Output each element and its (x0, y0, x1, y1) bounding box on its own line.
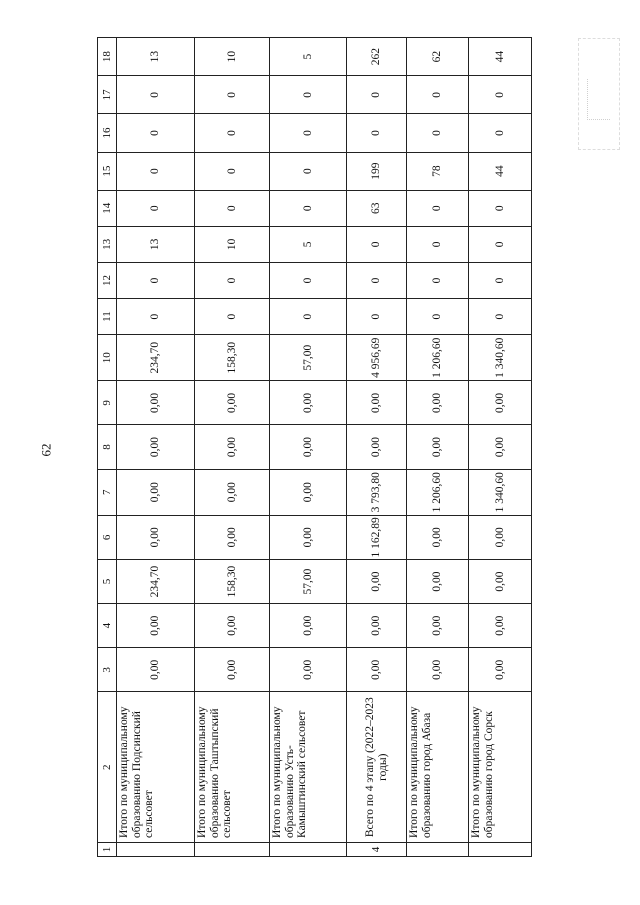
column-number: 10 (98, 335, 117, 381)
value-cell: 0,00 (407, 425, 469, 469)
column-number: 8 (98, 425, 117, 469)
column-number: 17 (98, 76, 117, 114)
column-number: 13 (98, 226, 117, 262)
table-row (195, 38, 270, 857)
value-cell: 0,00 (195, 381, 270, 425)
value-cell: 0 (270, 76, 347, 114)
column-number-row (98, 38, 117, 857)
value-cell: 0,00 (270, 515, 347, 559)
row-label-cell: Итого по муниципальному образованию Таштыпский сельсовет (195, 692, 270, 843)
value-cell: 0 (195, 152, 270, 190)
value-cell: 57,00 (270, 335, 347, 381)
value-cell: 0 (407, 262, 469, 298)
value-cell: 0 (469, 76, 532, 114)
value-cell: 0 (270, 299, 347, 335)
row-number-cell (407, 842, 469, 856)
value-cell: 0 (195, 262, 270, 298)
scan-artifact (578, 38, 620, 150)
value-cell: 0 (117, 152, 195, 190)
value-cell: 0,00 (407, 604, 469, 648)
value-cell: 0,00 (407, 381, 469, 425)
value-cell: 78 (407, 152, 469, 190)
value-cell: 0,00 (117, 515, 195, 559)
column-number: 18 (98, 38, 117, 76)
value-cell: 0 (347, 226, 407, 262)
column-number: 6 (98, 515, 117, 559)
data-table (97, 37, 532, 857)
value-cell: 0 (117, 114, 195, 152)
value-cell: 62 (407, 38, 469, 76)
value-cell: 4 956,69 (347, 335, 407, 381)
value-cell: 199 (347, 152, 407, 190)
column-number: 1 (98, 842, 117, 856)
table-row (407, 38, 469, 857)
column-number: 15 (98, 152, 117, 190)
value-cell: 0 (117, 190, 195, 226)
value-cell: 0 (469, 190, 532, 226)
value-cell: 10 (195, 226, 270, 262)
value-cell: 63 (347, 190, 407, 226)
value-cell: 0,00 (347, 559, 407, 603)
table-row (117, 38, 195, 857)
row-label-cell: Итого по муниципальному образованию город Сорск (469, 692, 532, 843)
value-cell: 0 (407, 299, 469, 335)
value-cell: 0,00 (469, 604, 532, 648)
value-cell: 0,00 (469, 425, 532, 469)
value-cell: 5 (270, 226, 347, 262)
value-cell: 0 (347, 299, 407, 335)
value-cell: 262 (347, 38, 407, 76)
value-cell: 0,00 (195, 515, 270, 559)
value-cell: 0,00 (195, 469, 270, 515)
value-cell: 0,00 (347, 648, 407, 692)
page-number: 62 (38, 443, 54, 457)
value-cell: 1 340,60 (469, 469, 532, 515)
value-cell: 0 (469, 299, 532, 335)
value-cell: 0,00 (270, 648, 347, 692)
column-number: 7 (98, 469, 117, 515)
value-cell: 0,00 (469, 381, 532, 425)
column-number: 5 (98, 559, 117, 603)
value-cell: 0 (195, 76, 270, 114)
table-row (347, 38, 407, 857)
value-cell: 0 (347, 76, 407, 114)
value-cell: 234,70 (117, 559, 195, 603)
table-row (469, 38, 532, 857)
value-cell: 5 (270, 38, 347, 76)
value-cell: 0 (195, 114, 270, 152)
row-label-cell: Итого по муниципальному образованию город Абаза (407, 692, 469, 843)
value-cell: 0,00 (347, 604, 407, 648)
value-cell: 0,00 (270, 425, 347, 469)
value-cell: 0,00 (407, 515, 469, 559)
value-cell: 0 (347, 114, 407, 152)
value-cell: 0,00 (469, 515, 532, 559)
value-cell: 44 (469, 152, 532, 190)
value-cell: 13 (117, 226, 195, 262)
value-cell: 0 (270, 262, 347, 298)
value-cell: 0 (347, 262, 407, 298)
row-label-cell: Всего по 4 этапу (2022–2023 годы) (347, 692, 407, 843)
value-cell: 0 (270, 114, 347, 152)
value-cell: 3 793,80 (347, 469, 407, 515)
housing-program-table (97, 37, 520, 857)
row-number-cell (270, 842, 347, 856)
value-cell: 10 (195, 38, 270, 76)
value-cell: 0 (117, 76, 195, 114)
value-cell: 158,30 (195, 335, 270, 381)
value-cell: 1 206,60 (407, 335, 469, 381)
value-cell: 234,70 (117, 335, 195, 381)
column-number: 12 (98, 262, 117, 298)
value-cell: 0 (407, 226, 469, 262)
value-cell: 0,00 (407, 559, 469, 603)
value-cell: 0,00 (117, 648, 195, 692)
value-cell: 1 206,60 (407, 469, 469, 515)
value-cell: 0,00 (407, 648, 469, 692)
value-cell: 0,00 (270, 469, 347, 515)
value-cell: 0,00 (469, 648, 532, 692)
value-cell: 0,00 (347, 425, 407, 469)
value-cell: 1 340,60 (469, 335, 532, 381)
table-row (270, 38, 347, 857)
value-cell: 44 (469, 38, 532, 76)
value-cell: 0 (195, 299, 270, 335)
value-cell: 0,00 (117, 425, 195, 469)
value-cell: 0,00 (270, 381, 347, 425)
value-cell: 0 (195, 190, 270, 226)
value-cell: 13 (117, 38, 195, 76)
value-cell: 0 (407, 114, 469, 152)
column-number: 16 (98, 114, 117, 152)
value-cell: 0,00 (347, 381, 407, 425)
column-number: 14 (98, 190, 117, 226)
value-cell: 0,00 (195, 648, 270, 692)
column-number: 9 (98, 381, 117, 425)
value-cell: 0 (407, 190, 469, 226)
row-label-cell: Итого по муниципальному образованию Усть-Камыштинский сельсовет (270, 692, 347, 843)
row-number-cell (117, 842, 195, 856)
value-cell: 0,00 (117, 381, 195, 425)
value-cell: 0,00 (195, 425, 270, 469)
value-cell: 0 (407, 76, 469, 114)
row-number-cell (195, 842, 270, 856)
value-cell: 57,00 (270, 559, 347, 603)
value-cell: 1 162,89 (347, 515, 407, 559)
value-cell: 0,00 (469, 559, 532, 603)
value-cell: 0 (270, 152, 347, 190)
value-cell: 0,00 (195, 604, 270, 648)
column-number: 2 (98, 692, 117, 843)
value-cell: 0 (469, 226, 532, 262)
column-number: 3 (98, 648, 117, 692)
column-number: 4 (98, 604, 117, 648)
value-cell: 0 (270, 190, 347, 226)
value-cell: 0 (469, 262, 532, 298)
value-cell: 0,00 (270, 604, 347, 648)
row-number-cell: 4 (347, 842, 407, 856)
value-cell: 0,00 (117, 469, 195, 515)
value-cell: 0,00 (117, 604, 195, 648)
column-number: 11 (98, 299, 117, 335)
value-cell: 0 (117, 299, 195, 335)
value-cell: 0 (117, 262, 195, 298)
value-cell: 158,30 (195, 559, 270, 603)
value-cell: 0 (469, 114, 532, 152)
row-label-cell: Итого по муниципальному образованию Подсинский сельсовет (117, 692, 195, 843)
row-number-cell (469, 842, 532, 856)
